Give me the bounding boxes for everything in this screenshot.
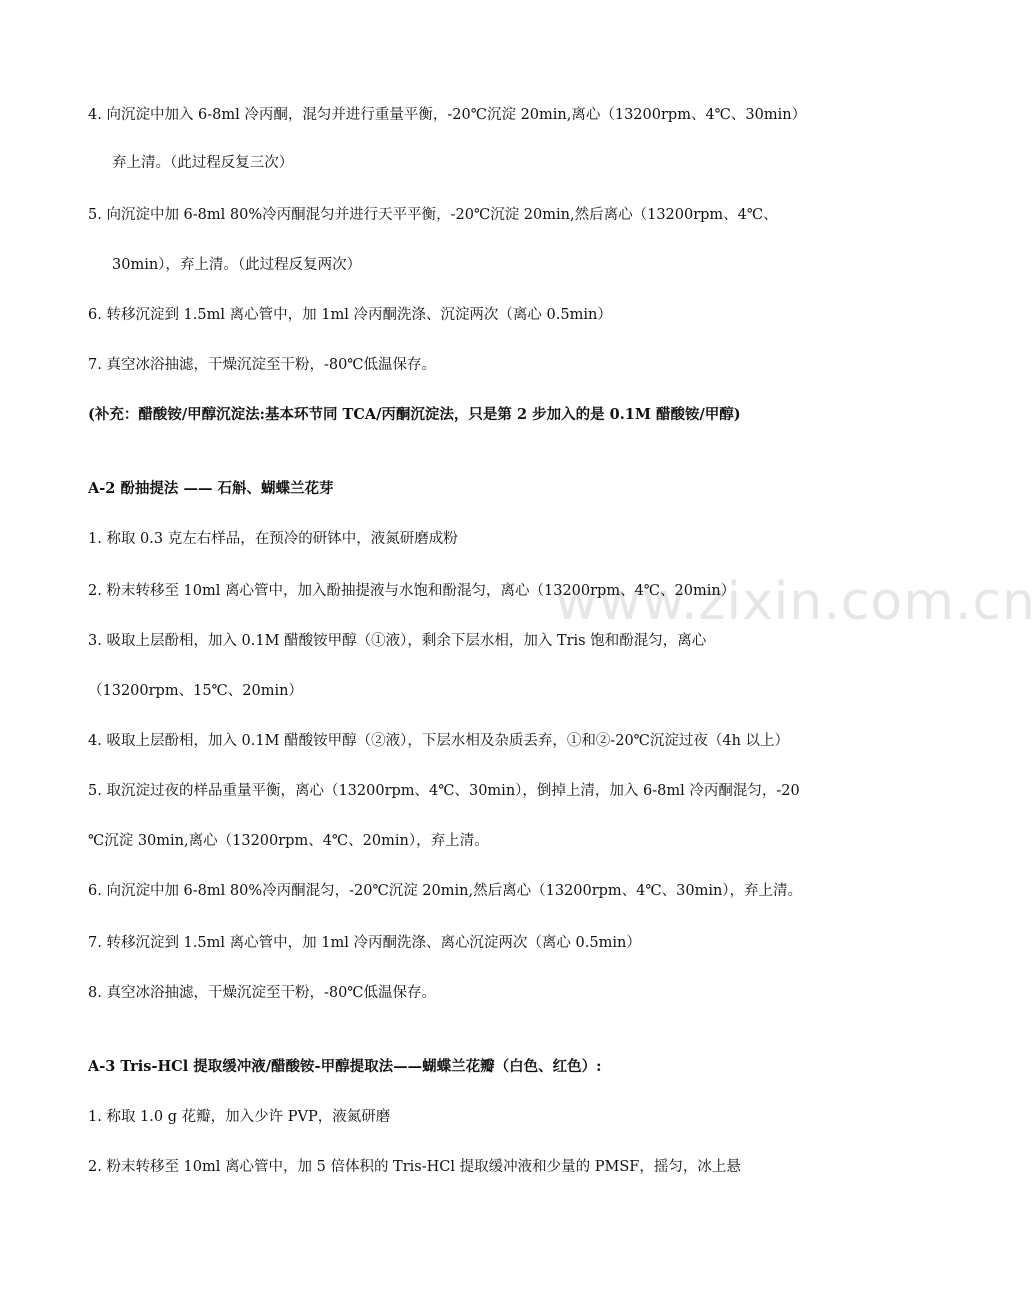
a1-supplement-note: (补充：醋酸铵/甲醇沉淀法:基本环节同 TCA/丙酮沉淀法，只是第 2 步加入的是 0.1M 醋酸铵/甲醇)	[88, 406, 741, 423]
a2-step3-line1: 3. 吸取上层酚相，加入 0.1M 醋酸铵甲醇（①液），剩余下层水相，加入 Tris 饱和酚混匀，离心	[88, 633, 707, 649]
a2-step5-line1: 5. 取沉淀过夜的样品重量平衡，离心（13200rpm、4℃、30min），倒掉上清，加入 6-8ml 冷丙酮混匀，-20	[88, 783, 800, 799]
a3-heading: A-3 Tris-HCl 提取缓冲液/醋酸铵-甲醇提取法——蝴蝶兰花瓣（白色、红色）:	[88, 1058, 602, 1075]
a2-step6: 6. 向沉淀中加 6-8ml 80%冷丙酮混匀，-20℃沉淀 20min,然后离心（13200rpm、4℃、30min），弃上清。	[88, 883, 803, 899]
a1-step5-line1: 5. 向沉淀中加 6-8ml 80%冷丙酮混匀并进行天平平衡，-20℃沉淀 20min,然后离心（13200rpm、4℃、	[88, 207, 778, 223]
a2-step7: 7. 转移沉淀到 1.5ml 离心管中，加 1ml 冷丙酮洗涤、离心沉淀两次（离心 0.5min）	[88, 935, 641, 951]
a2-step8: 8. 真空冰浴抽滤，干燥沉淀至干粉，-80℃低温保存。	[88, 985, 437, 1001]
a2-step3-line2: （13200rpm、15℃、20min）	[88, 683, 303, 699]
a1-step5-line2: 30min），弃上清。（此过程反复两次）	[112, 257, 362, 273]
a2-step2: 2. 粉末转移至 10ml 离心管中，加入酚抽提液与水饱和酚混匀，离心（13200rpm、4℃、20min）	[88, 583, 736, 599]
a3-step2: 2. 粉末转移至 10ml 离心管中，加 5 倍体积的 Tris-HCl 提取缓冲液和少量的 PMSF，摇匀，冰上悬	[88, 1159, 741, 1175]
a2-step4: 4. 吸取上层酚相，加入 0.1M 醋酸铵甲醇（②液），下层水相及杂质丢弃，①和②-20℃沉淀过夜（4h 以上）	[88, 733, 790, 749]
a1-step4-line2: 弃上清。（此过程反复三次）	[112, 155, 294, 171]
a2-heading: A-2 酚抽提法 —— 石斛、蝴蝶兰花芽	[88, 480, 334, 497]
a1-step6: 6. 转移沉淀到 1.5ml 离心管中，加 1ml 冷丙酮洗涤、沉淀两次（离心 0.5min）	[88, 307, 612, 323]
a3-step1: 1. 称取 1.0 g 花瓣，加入少许 PVP，液氮研磨	[88, 1109, 391, 1125]
a1-step7: 7. 真空冰浴抽滤，干燥沉淀至干粉，-80℃低温保存。	[88, 357, 437, 373]
a2-step5-line2: ℃沉淀 30min,离心（13200rpm、4℃、20min），弃上清。	[88, 833, 489, 849]
watermark: www.zixin.com.cn	[555, 572, 1036, 632]
a1-step4-line1: 4. 向沉淀中加入 6-8ml 冷丙酮，混匀并进行重量平衡，-20℃沉淀 20min,离心（13200rpm、4℃、30min）	[88, 107, 807, 123]
a2-step1: 1. 称取 0.3 克左右样品，在预冷的研钵中，液氮研磨成粉	[88, 531, 458, 547]
